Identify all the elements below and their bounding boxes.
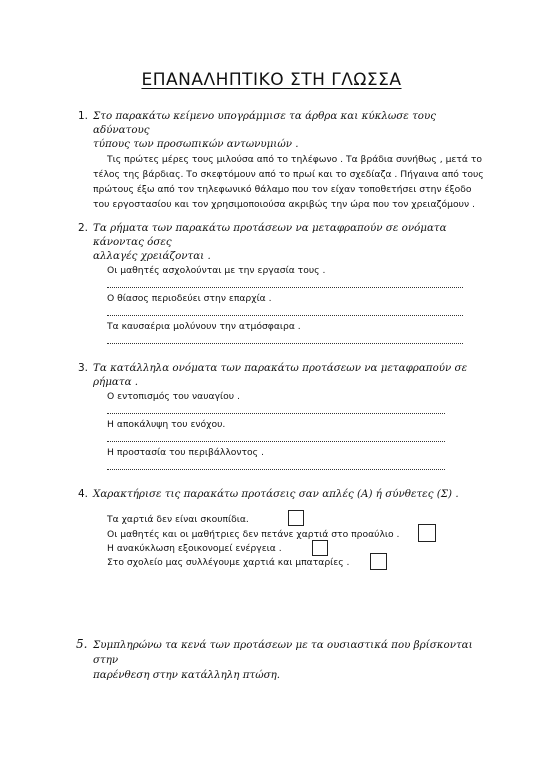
question-2-number: 2. xyxy=(78,222,89,234)
answer-checkbox[interactable] xyxy=(312,540,328,556)
question-4-sentence: Στο σχολείο μας συλλέγουμε χαρτιά και μπαταρίες . xyxy=(107,557,350,568)
answer-line[interactable] xyxy=(107,315,463,316)
answer-checkbox[interactable] xyxy=(418,524,436,542)
question-3-sentence: Η προστασία του περιβάλλοντος . xyxy=(107,447,264,458)
question-4-sentence: Η ανακύκλωση εξοικονομεί ενέργεια . xyxy=(107,543,282,554)
question-3-sentence: Ο εντοπισμός του ναυαγίου . xyxy=(107,391,240,402)
answer-line[interactable] xyxy=(107,441,445,442)
question-4-instruction: Χαρακτήρισε τις παρακάτω προτάσεις σαν απλές (Α) ή σύνθετες (Σ) . xyxy=(93,488,459,500)
question-1-instruction: Στο παρακάτω κείμενο υπογράμμισε τα άρθρα και κύκλωσε τους αδύνατους τύπους των προσωπικών αντωνυμιών . xyxy=(93,110,437,150)
answer-line[interactable] xyxy=(107,287,463,288)
question-3-instruction: Τα κατάλληλα ονόματα των παρακάτω προτάσεων να μεταφραπούν σε ρήματα . xyxy=(93,362,468,388)
question-4-sentence: Τα χαρτιά δεν είναι σκουπίδια. xyxy=(107,514,249,525)
question-2-instruction: Τα ρήματα των παρακάτω προτάσεων να μεταφραπούν σε ονόματα κάνοντας όσες αλλαγές χρειάζονται . xyxy=(93,222,447,262)
question-2-sentence: Τα καυσαέρια μολύνουν την ατμόσφαιρα . xyxy=(107,321,301,332)
question-3-sentence: Η αποκάλυψη του ενόχου. xyxy=(107,419,226,430)
question-5-instruction: Συμπληρώνω τα κενά των προτάσεων με τα ουσιαστικά που βρίσκονται στην παρένθεση στην κατάλληλη πτώση. xyxy=(93,639,473,681)
question-4-sentence: Οι μαθητές και οι μαθήτριες δεν πετάνε χαρτιά στο προαύλιο . xyxy=(107,529,400,540)
answer-line[interactable] xyxy=(107,413,445,414)
question-5-number: 5. xyxy=(76,637,88,651)
question-1-text: Τις πρώτες μέρες τους μιλούσα από το τηλέφωνο . Τα βράδια συνήθως , μετά το τέλος της βάρδιας. Το σκεφτόμουν από το πρωί και το σχεδίαζα . Πήγαινα από τους πρώτους έξω από τον τηλεφωνικό θάλαμο που τον είχαν τοποθετήσει στην έξοδο του εργοστασίου και τον χρησιμοποιούσα ακριβώς την ώρα που τον χρειαζόμουν . xyxy=(93,154,484,210)
question-2-sentence: Ο θίασος περιοδεύει στην επαρχία . xyxy=(107,293,272,304)
answer-line[interactable] xyxy=(107,343,463,344)
answer-line[interactable] xyxy=(107,469,445,470)
answer-checkbox[interactable] xyxy=(288,510,304,526)
question-2-sentence: Οι μαθητές ασχολούνται με την εργασία τους . xyxy=(107,265,326,276)
answer-checkbox[interactable] xyxy=(370,553,387,570)
question-3-number: 3. xyxy=(78,362,89,374)
question-1-number: 1. xyxy=(78,110,89,122)
question-4-number: 4. xyxy=(78,488,89,500)
page-title: ΕΠΑΝΑΛΗΠΤΙΚΟ ΣΤΗ ΓΛΩΣΣΑ xyxy=(141,70,402,90)
